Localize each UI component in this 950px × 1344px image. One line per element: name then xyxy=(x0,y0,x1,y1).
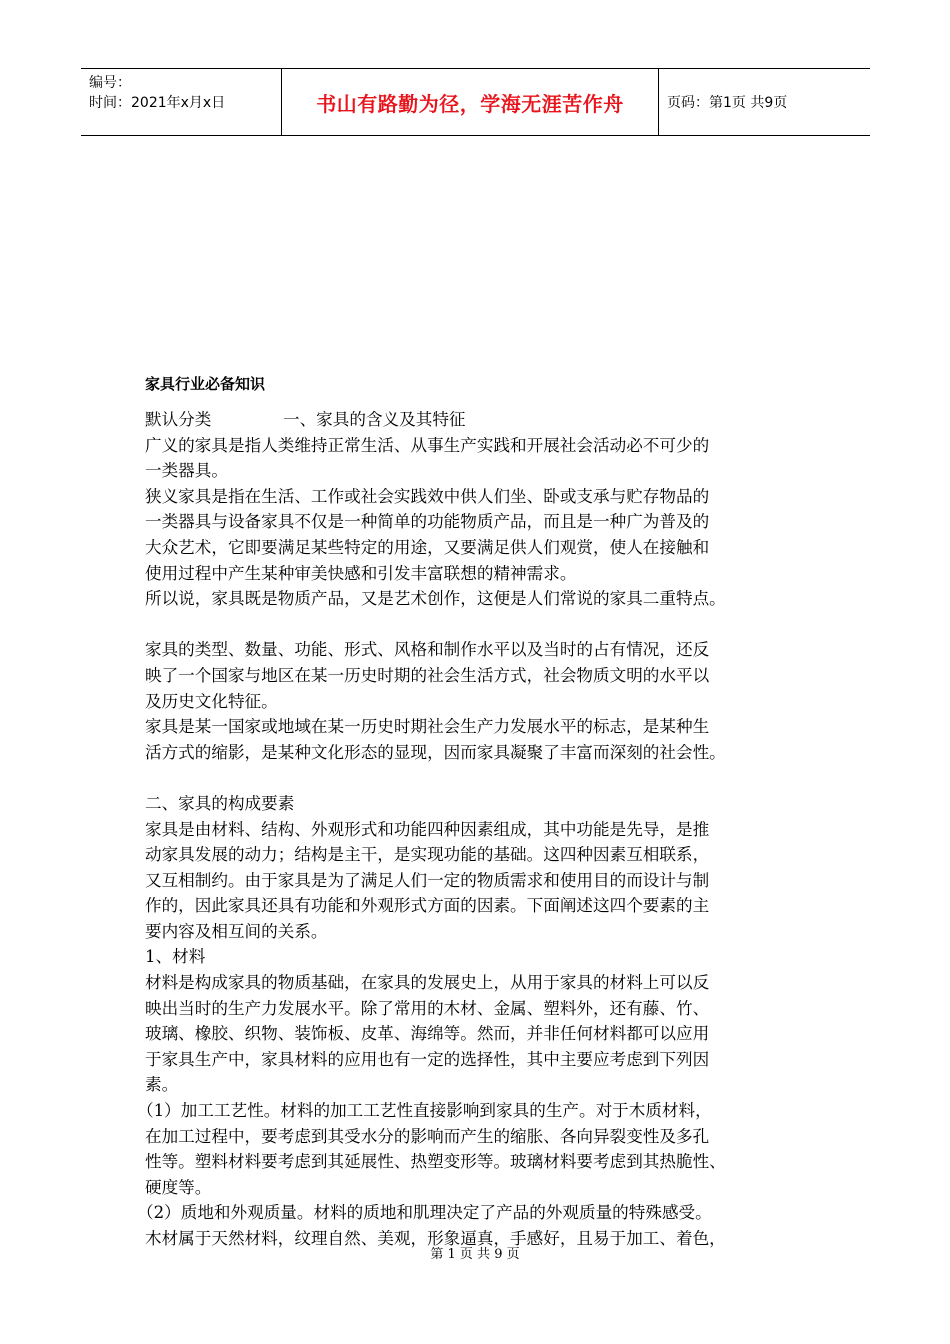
header-page-label: 页码：第1页 共9页 xyxy=(667,95,788,111)
paragraph-line: 木材属于天然材料，纹理自然、美观，形象逼真，手感好，且易于加工、着色， xyxy=(145,1229,726,1248)
paragraph-line: 一类器具。 xyxy=(145,461,228,481)
paragraph-line: 所以说，家具既是物质产品，又是艺术创作，这便是人们常说的家具二重特点。 xyxy=(145,589,726,609)
paragraph-line: 使用过程中产生某种审美快感和引发丰富联想的精神需求。 xyxy=(145,563,577,583)
document-number-label: 编号： xyxy=(89,75,131,91)
document-date-label: 时间：2021年x月x日 xyxy=(89,95,226,111)
paragraph-line: 动家具发展的动力；结构是主干，是实现功能的基础。这四种因素互相联系， xyxy=(145,845,710,865)
header-meta xyxy=(81,69,282,135)
paragraph-line: 家具是由材料、结构、外观形式和功能四种因素组成，其中功能是先导，是推 xyxy=(145,819,710,839)
paragraph-line: 及历史文化特征。 xyxy=(145,691,278,711)
subsection-heading: 1、材料 xyxy=(145,947,206,967)
paragraph-line: 在加工过程中，要考虑到其受水分的影响而产生的缩胀、各向异裂变性及多孔 xyxy=(145,1126,710,1146)
paragraph-line: 又互相制约。由于家具是为了满足人们一定的物质需求和使用目的而设计与制 xyxy=(145,870,710,890)
section-heading: 一、家具的含义及其特征 xyxy=(283,410,466,429)
page-header xyxy=(81,68,870,136)
blank-line xyxy=(145,612,825,638)
paragraph-line: 一类器具与设备家具不仅是一种简单的功能物质产品，而且是一种广为普及的 xyxy=(145,512,710,532)
paragraph-line: 家具是某一国家或地域在某一历史时期社会生产力发展水平的标志，是某种生 xyxy=(145,717,710,737)
paragraph-line: 狭义家具是指在生活、工作或社会实践效中供人们坐、卧或支承与贮存物品的 xyxy=(145,486,710,506)
category-label: 默认分类 xyxy=(145,410,212,429)
paragraph-line: 玻璃、橡胶、织物、装饰板、皮革、海绵等。然而，并非任何材料都可以应用 xyxy=(145,1024,710,1044)
paragraph-line: 映出当时的生产力发展水平。除了常用的木材、金属、塑料外，还有藤、竹、 xyxy=(145,998,710,1018)
header-motto: 书山有路勤为径，学海无涯苦作舟 xyxy=(282,69,659,135)
paragraph-line: 材料是构成家具的物质基础，在家具的发展史上，从用于家具的材料上可以反 xyxy=(145,973,710,993)
paragraph-line: 广义的家具是指人类维持正常生活、从事生产实践和开展社会活动必不可少的 xyxy=(145,435,710,455)
paragraph-line: 家具的类型、数量、功能、形式、风格和制作水平以及当时的占有情况，还反 xyxy=(145,640,710,660)
paragraph-line: 硬度等。 xyxy=(145,1177,212,1197)
paragraph-line: 要内容及相互间的关系。 xyxy=(145,921,328,941)
paragraph-line: 大众艺术，它即要满足某些特定的用途，又要满足供人们观赏，使人在接触和 xyxy=(145,537,710,557)
category-line xyxy=(145,407,825,433)
paragraph-line: 作的，因此家具还具有功能和外观形式方面的因素。下面阐述这四个要素的主 xyxy=(145,896,710,916)
paragraph-line: 活方式的缩影，是某种文化形态的显现，因而家具凝聚了丰富而深刻的社会性。 xyxy=(145,742,726,762)
paragraph-line: （2）质地和外观质量。材料的质地和肌理决定了产品的外观质量的特殊感受。 xyxy=(137,1203,712,1223)
document-title: 家具行业必备知识 xyxy=(145,375,266,393)
paragraph-line: 于家具生产中，家具材料的应用也有一定的选择性，其中主要应考虑到下列因 xyxy=(145,1049,710,1069)
document-body xyxy=(137,407,825,1252)
section-heading: 二、家具的构成要素 xyxy=(145,793,295,813)
blank-line xyxy=(145,765,825,791)
paragraph-line: 素。 xyxy=(145,1075,179,1095)
page-footer: 第 1 页 共 9 页 xyxy=(430,1247,520,1262)
paragraph-line: （1）加工工艺性。材料的加工工艺性直接影响到家具的生产。对于木质材料， xyxy=(137,1101,712,1121)
paragraph-line: 性等。塑料材料要考虑到其延展性、热塑变形等。玻璃材料要考虑到其热脆性、 xyxy=(145,1152,726,1172)
paragraph-line: 映了一个国家与地区在某一历史时期的社会生活方式，社会物质文明的水平以 xyxy=(145,665,710,685)
